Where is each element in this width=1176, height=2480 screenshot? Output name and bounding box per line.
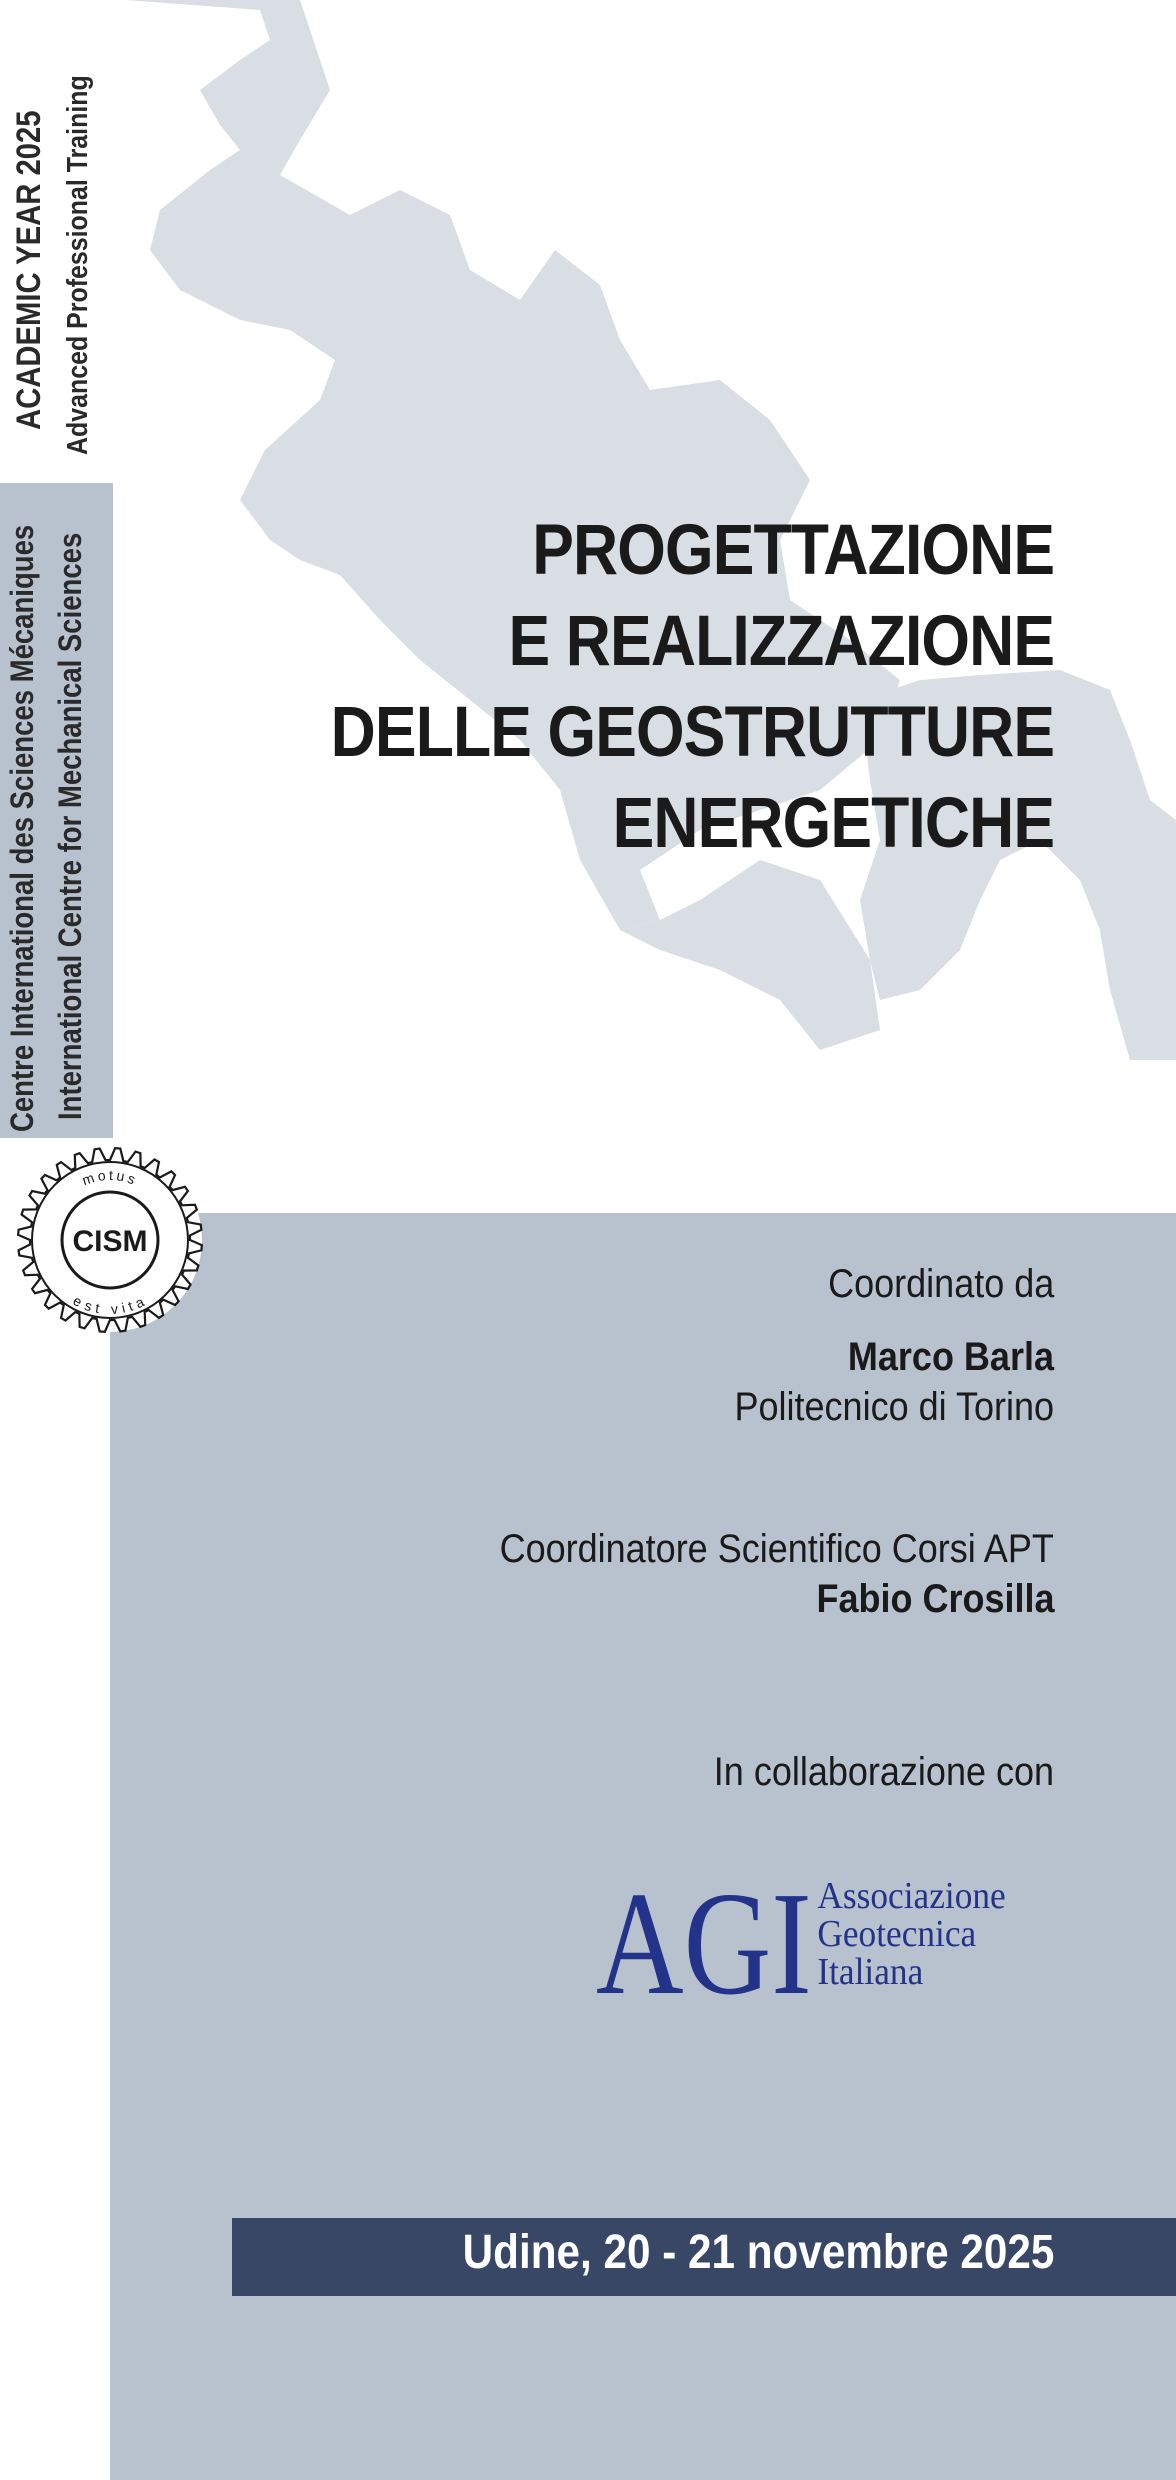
scientific-coordinator-name: Fabio Crosilla: [815, 1577, 1054, 1621]
centre-name-english: International Centre for Mechanical Sciences: [52, 532, 88, 1120]
title-line-2: E REALIZZAZIONE: [508, 602, 1054, 681]
agi-line-2: Geotecnica: [817, 1911, 977, 1955]
coordinator-affiliation: Politecnico di Torino: [734, 1385, 1054, 1429]
collaboration-label: In collaborazione con: [713, 1750, 1054, 1794]
coordinated-by-label: Coordinato da: [827, 1262, 1054, 1306]
title-line-4: ENERGETICHE: [612, 784, 1054, 863]
logo-motto-bottom: est vita: [70, 1292, 150, 1318]
agi-line-3: Italiana: [817, 1949, 924, 1993]
agi-acronym: AGI: [596, 1868, 812, 2008]
course-title: [330, 505, 1054, 869]
agi-logo: [596, 1868, 1046, 2008]
academic-year-label: ACADEMIC YEAR 2025: [10, 110, 48, 430]
logo-motto-top: motus: [80, 1166, 141, 1189]
program-label: Advanced Professional Training: [62, 75, 94, 456]
cism-logo: [10, 1140, 210, 1340]
coordinator-name: Marco Barla: [847, 1335, 1054, 1379]
cism-logo-text: CISM: [72, 1225, 148, 1258]
centre-name-french: Centre International des Sciences Mécaniques: [4, 524, 40, 1132]
scientific-coordinator-label: Coordinatore Scientifico Corsi APT: [499, 1527, 1054, 1571]
event-date-place: Udine, 20 - 21 novembre 2025: [462, 2226, 1054, 2279]
title-line-1: PROGETTAZIONE: [532, 511, 1054, 590]
title-line-3: DELLE GEOSTRUTTURE: [330, 693, 1054, 772]
agi-line-1: Associazione: [817, 1873, 1006, 1917]
